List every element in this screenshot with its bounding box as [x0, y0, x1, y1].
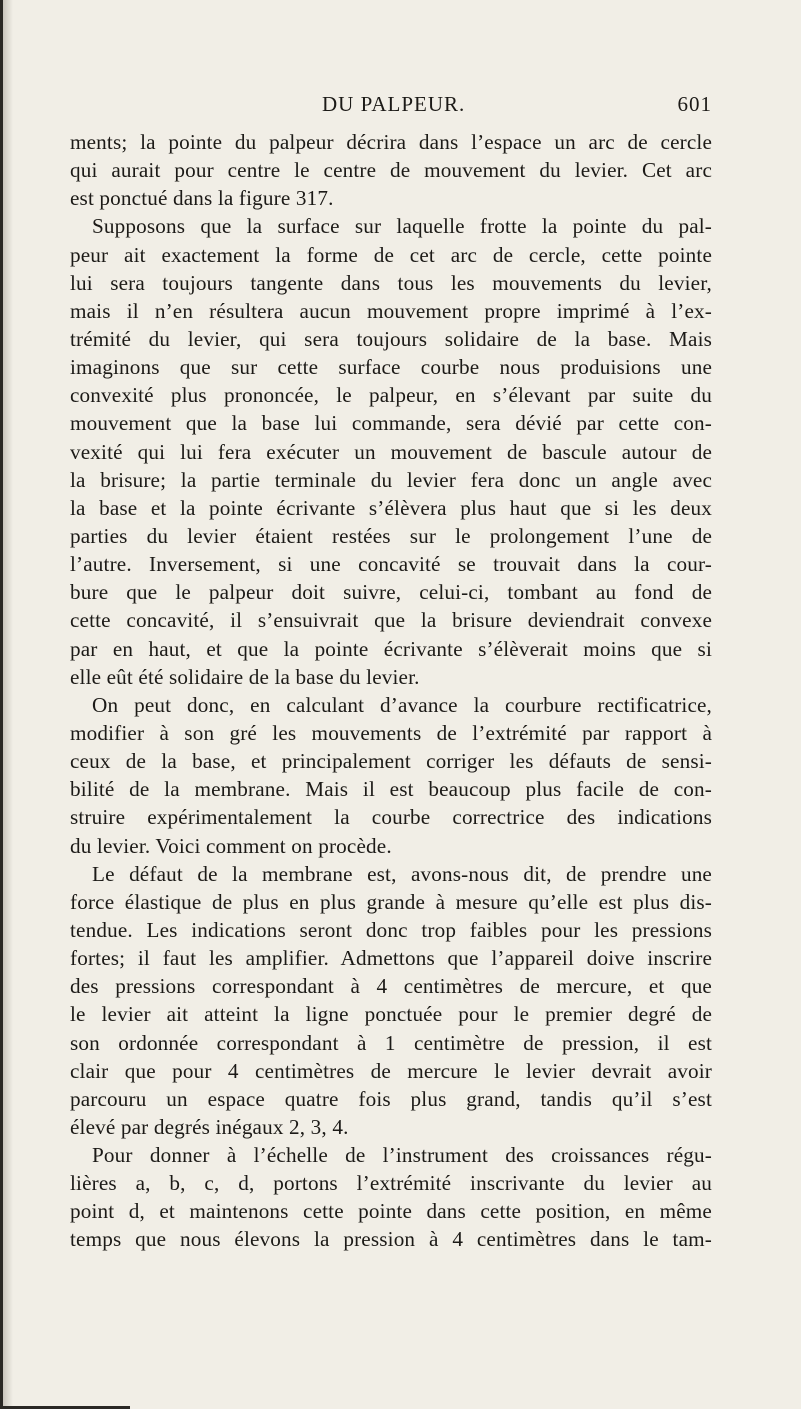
text-line: qui aurait pour centre le centre de mouvement du levier. Cet arc: [70, 158, 712, 183]
text-line: convexité plus prononcée, le palpeur, en s’élevant par suite du: [70, 383, 712, 408]
text-line: cette concavité, il s’ensuivrait que la brisure deviendrait convexe: [70, 608, 712, 633]
text-line: son ordonnée correspondant à 1 centimètre de pression, il est: [70, 1030, 712, 1055]
text-line: des pressions correspondant à 4 centimètres de mercure, et que: [70, 974, 712, 999]
text-line: ments; la pointe du palpeur décrira dans l’espace un arc de cercle: [70, 130, 712, 154]
text-line: vexité qui lui fera exécuter un mouvement de bascule autour de: [70, 439, 712, 464]
text-line: la brisure; la partie terminale du levier fera donc un angle avec: [70, 467, 712, 492]
text-line: point d, et maintenons cette pointe dans cette position, en même: [70, 1199, 712, 1224]
text-line: l’autre. Inversement, si une concavité se trouvait dans la cour-: [70, 552, 712, 577]
text-line: Le défaut de la membrane est, avons-nous dit, de prendre une: [92, 861, 712, 886]
text-line: la base et la pointe écrivante s’élèvera plus haut que si les deux: [70, 495, 712, 520]
body-text: [70, 128, 712, 1254]
page-number: 601: [677, 92, 712, 116]
text-line: lières a, b, c, d, portons l’extrémité inscrivante du levier au: [70, 1171, 712, 1196]
text-line: du levier. Voici comment on procède.: [70, 833, 392, 858]
text-line: trémité du levier, qui sera toujours solidaire de la base. Mais: [70, 326, 712, 351]
text-line: bure que le palpeur doit suivre, celui-ci, tombant au fond de: [70, 580, 712, 605]
text-line: imaginons que sur cette surface courbe nous produisions une: [70, 355, 712, 380]
text-line: élevé par degrés inégaux 2, 3, 4.: [70, 1114, 349, 1139]
text-line: clair que pour 4 centimètres de mercure le levier devrait avoir: [70, 1058, 712, 1083]
text-line: temps que nous élevons la pression à 4 centimètres dans le tam-: [70, 1227, 712, 1252]
text-line: ceux de la base, et principalement corriger les défauts de sensi-: [70, 749, 712, 774]
text-line: parcouru un espace quatre fois plus grand, tandis qu’il s’est: [70, 1086, 712, 1111]
text-line: est ponctué dans la figure 317.: [70, 186, 334, 211]
text-line: lui sera toujours tangente dans tous les mouvements du levier,: [70, 270, 712, 295]
text-line: modifier à son gré les mouvements de l’extrémité par rapport à: [70, 720, 712, 745]
running-title: DU PALPEUR.: [322, 92, 466, 116]
text-line: mouvement que la base lui commande, sera dévié par cette con-: [70, 411, 712, 436]
text-line: peur ait exactement la forme de cet arc de cercle, cette pointe: [70, 242, 712, 267]
text-line: elle eût été solidaire de la base du levier.: [70, 664, 420, 689]
text-line: le levier ait atteint la ligne ponctuée pour le premier degré de: [70, 1002, 712, 1027]
text-line: Supposons que la surface sur laquelle frotte la pointe du pal-: [92, 214, 712, 239]
scan-edge-shadow: [3, 0, 13, 1409]
text-line: On peut donc, en calculant d’avance la courbure rectificatrice,: [92, 692, 712, 717]
text-line: par en haut, et que la pointe écrivante s’élèverait moins que si: [70, 636, 712, 661]
text-line: Pour donner à l’échelle de l’instrument des croissances régu-: [92, 1143, 712, 1168]
text-line: struire expérimentalement la courbe correctrice des indications: [70, 805, 712, 830]
text-line: parties du levier étaient restées sur le prolongement l’une de: [70, 523, 712, 548]
text-line: force élastique de plus en plus grande à mesure qu’elle est plus dis-: [70, 889, 712, 914]
text-line: bilité de la membrane. Mais il est beaucoup plus facile de con-: [70, 777, 712, 802]
text-line: tendue. Les indications seront donc trop faibles pour les pressions: [70, 917, 712, 942]
text-line: mais il n’en résultera aucun mouvement propre imprimé à l’ex-: [70, 298, 712, 323]
running-head: [70, 92, 712, 122]
text-line: fortes; il faut les amplifier. Admettons que l’appareil doive inscrire: [70, 946, 712, 971]
